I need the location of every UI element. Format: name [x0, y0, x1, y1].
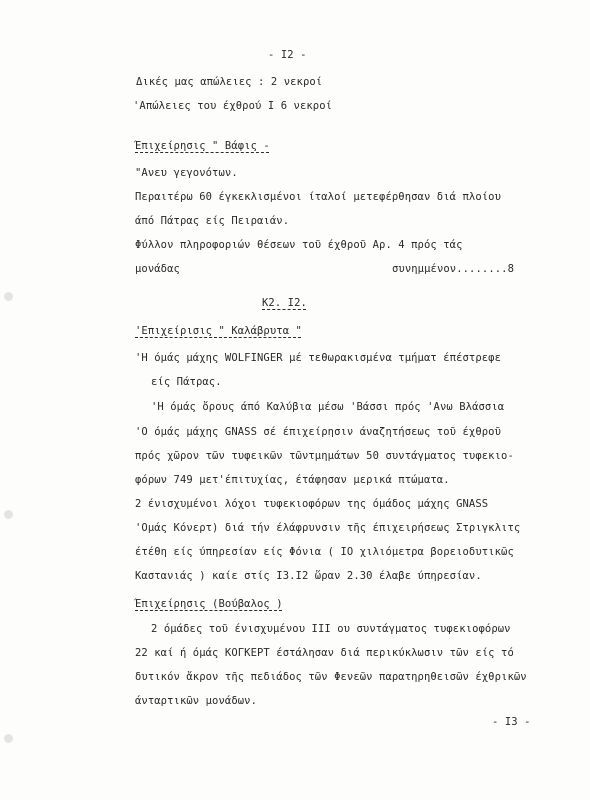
- binder-hole: [4, 734, 13, 743]
- binder-hole: [4, 292, 13, 301]
- vouvalos-line: 2 όμάδες τοῦ ένισχυμένου III ου συντάγματος τυφεκιοφόρων: [151, 623, 511, 635]
- vouvalos-line: 22 καί ή όμάς KOΓKEPT έστάλησαν διά περικύκλωσιν τῶν είς τό: [135, 647, 514, 659]
- own-losses: Δικές μας απώλειες : 2 νεκροί: [136, 76, 323, 88]
- vafis-heading: Έπιχείρησις " Βάφις -: [135, 140, 270, 152]
- vouvalos-line: δυτικόν ἄκρον τῆς πεδιάδος τῶν Φενεῶν παρατηρηθεισῶν έχθρικῶν: [135, 671, 527, 683]
- kalavryta-line: φόρων 749 μετ'έπιτυχίας, έτάφησαν μερικά πτώματα.: [135, 474, 450, 486]
- kalavryta-line: 'Ο όμάς μάχης GNASS σέ έπιχείρησιν άναζητήσεως τοῦ έχθροῦ: [135, 426, 502, 438]
- page-number-top: - I2 -: [268, 49, 307, 61]
- kalavryta-line: Καστανιάς ) καίε στίς I3.I2 ὥραν 2.30 έλαβε ύπηρεσίαν.: [135, 570, 482, 582]
- kalavryta-line: 'Ομάς Κόνερτ) διά τήν έλάφρυνσιν τῆς έπιχειρήσεως Στριγκλιτς: [135, 522, 521, 534]
- kalavryta-heading: 'Επιχείρισις " Καλάβρυτα ": [135, 325, 302, 337]
- vafis-line: "Ανευ γεγονότων.: [135, 167, 238, 179]
- date-heading: Κ2. I2.: [262, 297, 307, 309]
- vafis-line: Φύλλον πληροφοριών θέσεων τοῦ έχθροῦ Αρ. 4 πρός τάς: [135, 239, 463, 251]
- binder-hole: [4, 510, 13, 519]
- kalavryta-line: είς Πάτρας.: [151, 376, 222, 388]
- enemy-losses: 'Απώλειες του έχθρού I 6 νεκροί: [133, 100, 333, 112]
- page-number-bottom: - I3 -: [492, 716, 531, 728]
- kalavryta-line: 2 ένισχυμένοι λόχοι τυφεκιοφόρων της όμάδος μάχης GNASS: [135, 498, 489, 510]
- vouvalos-line: άνταρτικῶν μονάδων.: [135, 695, 258, 707]
- vafis-last-left: μονάδας: [135, 263, 180, 275]
- vafis-last-right: συνημμένον........8: [392, 263, 515, 275]
- vafis-line: Περαιτέρω 60 έγκεκλισμένοι ίταλοί μετεφέρθησαν διά πλοίου: [135, 191, 502, 203]
- kalavryta-line: έτέθη είς ύπηρεσίαν είς Φόνια ( IO χιλιόμετρα βορειοδυτικῶς: [135, 546, 514, 558]
- kalavryta-line: πρός χῶρον τῶν τυφεικῶν τῶντμημάτων 50 συντάγματος τυφεκιο-: [135, 450, 514, 462]
- vafis-line: άπό Πάτρας είς Πειραιάν.: [135, 215, 290, 227]
- kalavryta-line: 'Η όμάς μάχης WOLFINGER μέ τεθωρακισμένα τμήματ έπέστρεφε: [135, 352, 502, 364]
- vouvalos-heading: Έπιχείρησις (Βούβαλος ): [135, 598, 283, 610]
- kalavryta-line: 'Η όμάς ὄρους άπό Καλύβια μέσω 'Βάσσι πρός 'Ανω Βλάσσια: [151, 401, 505, 413]
